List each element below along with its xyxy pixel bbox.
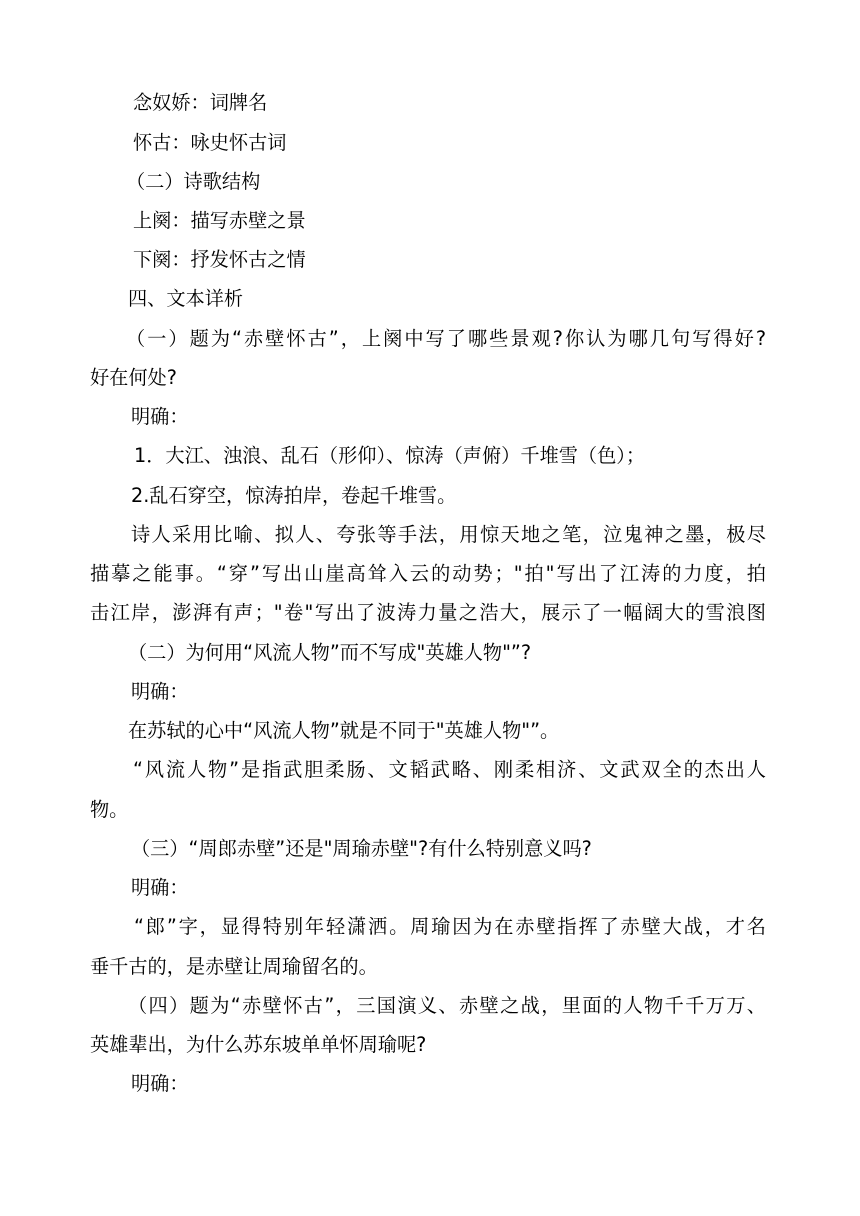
question-1-line-1: （一）题为“赤壁怀古”，上阕中写了哪些景观?你认为哪几句写得好? [126,327,766,350]
answer-1-paragraph-line-1: 诗人采用比喻、拟人、夸张等手法，用惊天地之笔，泣鬼神之墨，极尽 [131,523,766,546]
answer-2-line-2: “风流人物”是指武胆柔肠、文韬武略、刚柔相济、文武双全的杰出人 [133,758,766,781]
question-2: （二）为何用“风流人物”而不写成"英雄人物"”? [128,641,532,664]
question-4-line-1: （四）题为“赤壁怀古”，三国演义、赤壁之战，里面的人物千千万万、 [128,994,766,1017]
question-4-line-2: 英雄辈出，为什么苏东坡单单怀周瑜呢? [90,1033,427,1056]
answer-label-2: 明确： [131,680,189,703]
section-text-analysis-heading: 四、文本详析 [128,287,244,310]
structure-lower-stanza: 下阕：抒发怀古之情 [133,248,306,271]
term-huaigu: 怀古：咏史怀古词 [133,131,287,154]
answer-1-paragraph-line-2: 描摹之能事。“穿”写出山崖高耸入云的动势；"拍"写出了江涛的力度，拍 [90,562,766,585]
answer-1-item-2: 2.乱石穿空，惊涛拍岸，卷起千堆雪。 [131,484,457,507]
answer-2-line-1: 在苏轼的心中“风流人物”就是不同于"英雄人物"”。 [128,719,560,742]
answer-label-1: 明确： [131,405,189,428]
answer-1-paragraph-line-3: 击江岸，澎湃有声；"卷"写出了波涛力量之浩大，展示了一幅阔大的雪浪图 [90,601,766,624]
term-niannujiao: 念奴娇：词牌名 [133,91,268,114]
answer-2-line-3: 物。 [90,798,129,821]
answer-1-item-1: 1．大江、浊浪、乱石（形仰）、惊涛（声俯）千堆雪（色）； [134,444,646,467]
answer-label-4: 明确： [131,1072,189,1095]
section-poem-structure-heading: （二）诗歌结构 [126,170,261,193]
structure-upper-stanza: 上阕：描写赤壁之景 [133,209,306,232]
answer-3-line-2: 垂千古的，是赤壁让周瑜留名的。 [90,955,378,978]
answer-label-3: 明确： [131,876,189,899]
question-1-line-2: 好在何处? [90,366,177,389]
question-3: （三）“周郎赤壁”还是"周瑜赤壁"?有什么特别意义吗? [131,837,592,860]
answer-3-line-1: “郎”字，显得特别年轻潇洒。周瑜因为在赤壁指挥了赤壁大战，才名 [134,915,766,938]
